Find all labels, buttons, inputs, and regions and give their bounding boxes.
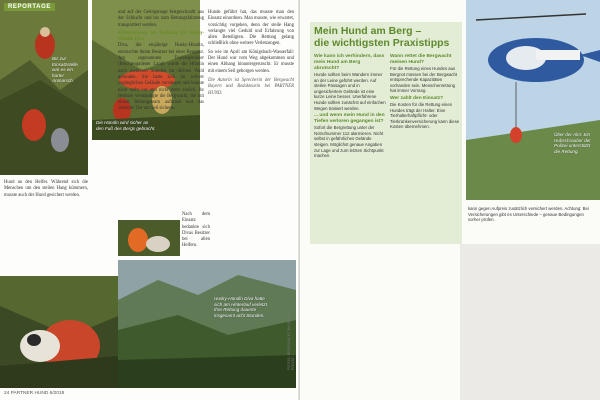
tips-column-1 xyxy=(314,52,386,159)
question-4: Wer zahlt den Einsatz? xyxy=(390,95,444,101)
tips-column-3 xyxy=(468,206,594,223)
tips-title xyxy=(314,25,464,49)
photo-helicopter xyxy=(466,0,600,200)
title-line-2: die wichtigsten Praxistipps xyxy=(314,37,450,49)
paragraph: Diva, die einjährige Husky-Hündin, entwischte ihrem Besitzer bei einer Bergtour. Am sogenannten Teufelsgemäuer (Berchtesgadener Land) wurde die Hündin nach mehreren Stunden im dichten Wald gefunden. Sie hatte sich im schwer zugänglichen Gelände verstiegen und konnte nicht mehr vor und nicht mehr zurück. Ihr Besitzer verständigte die Bergwacht, die mit einem Rettungsteam aufbrach und das verletzte Tier am Seil sicherte. xyxy=(118,43,204,112)
tips-column-2 xyxy=(390,52,460,130)
paragraph: Hund an den Helfer. Während sich die Menschen um den steilen Hang kümmern, musste auch der Hund gesichert werden. xyxy=(4,180,88,198)
page-footer: 24 PARTNER HUND 6/2018 xyxy=(4,391,65,396)
paragraph: Nach dem Einsatz bedankte sich Divas Besitzer bei allen Helfern. xyxy=(182,212,210,249)
text-column-a xyxy=(4,180,88,199)
question-1: Wie kann ich verhindern, dass mein Hund am Berg abrutscht? xyxy=(314,54,385,71)
photo-mountain-landscape xyxy=(118,260,296,388)
answer-1: Hunde sollten beim Wandern immer an der Leine geführt werden. Auf steilen Passagen und in ungesichertem Gelände ist eine kurze Leine besser. Unerfahrene Hunde sollten zunächst auf einfachen Wegen trainiert werden. xyxy=(314,72,386,111)
text-column-c xyxy=(208,10,294,97)
caption-mid: Die Hündin wird sicher an den Fuß des Bergs gebracht. xyxy=(96,120,156,131)
caption-bottom: Husky-Hündin Diva hatte sich am Hinterlauf verletzt. Ihre Rettung dauerte insgesamt acht Stunden. xyxy=(214,296,269,318)
answer-4: Die Kosten für die Rettung eines Hundes trägt der Halter. Eine Tierhalterhaftpflicht- oder Tierkrankenversicherung kann diese Kosten übernehmen. xyxy=(390,101,460,130)
photo-credit: FOTOS: BERGWACHT BAYERN / PRIVAT xyxy=(287,313,295,370)
answer-2: Sofort die Bergrettung unter der Notrufnummer 112 alarmieren. Nicht selbst in gefährliches Gelände steigen. Möglichst genaue Angaben zur Lage und zum letzten Sichtpunkt machen. xyxy=(314,125,384,159)
paragraph: und auf der Gebirgstrage festgeschnallt aus der Schlucht und bis zum Rettungsfahrzeug transportiert werden. xyxy=(118,10,204,28)
paragraph: Hunde geführt hat, das musste man den Einsatz einordnen. Man musste, wie erwartet, vorsichtig vorgehen, denn der steile Hang verlangte viel Geduld und Erfahrung von allen Beteiligten. Die Rettung gelang schließlich ohne weitere Verletzungen. xyxy=(208,10,294,47)
text-column-b-continued xyxy=(182,212,210,250)
photo-dog-rescuer xyxy=(0,276,118,388)
caption-top: Bis zur Einsatzstelle war es ein harter Anmarsch. xyxy=(52,56,78,84)
section-tag: REPORTAGE xyxy=(4,3,55,11)
title-line-1: Mein Hund am Berg – xyxy=(314,25,422,37)
subheading: Kletterseinsatz am Steilhang für Husky-Hündin Diva xyxy=(118,30,204,43)
paragraph: So wie im April am Königsbach-Wasserfall: Der Hund war vom Weg abgekommen und einen Abhang hinuntergerutscht. Er musste mit einem Seil geborgen werden. xyxy=(208,49,294,74)
caption-helicopter: Über der Alm: Ein Hubschrauber der Polizei unterstützt die Rettung. xyxy=(554,132,591,154)
text-column-b xyxy=(118,10,204,113)
question-3: Wann rettet die Bergwacht meinen Hund? xyxy=(390,54,452,65)
answer-3: Für die Rettung eines Hundes aus Bergnot müssen bei der Bergwacht entsprechende Kapazitäten vorhanden sein. Menschenrettung hat immer Vorrang. xyxy=(390,66,458,94)
right-page xyxy=(300,0,600,400)
question-2: ... und wenn mein Hund in den Tiefen verloren gegangen ist? xyxy=(314,113,385,125)
photo-rescue-team xyxy=(0,0,88,175)
grey-box xyxy=(460,244,600,400)
author-note: Die Autorin ist Sprecherin der Bergwacht Bayern und Redakteurin bei PARTNER HUND. xyxy=(208,77,294,96)
grey-box-text: kann gegen Aufpreis zusätzlich versichert werden. Achtung: Bei Versicherungen gibt es Unterschiede – genaue Bedingungen vorher prüfen. xyxy=(468,206,589,223)
photo-rescuer-dog xyxy=(118,220,180,256)
